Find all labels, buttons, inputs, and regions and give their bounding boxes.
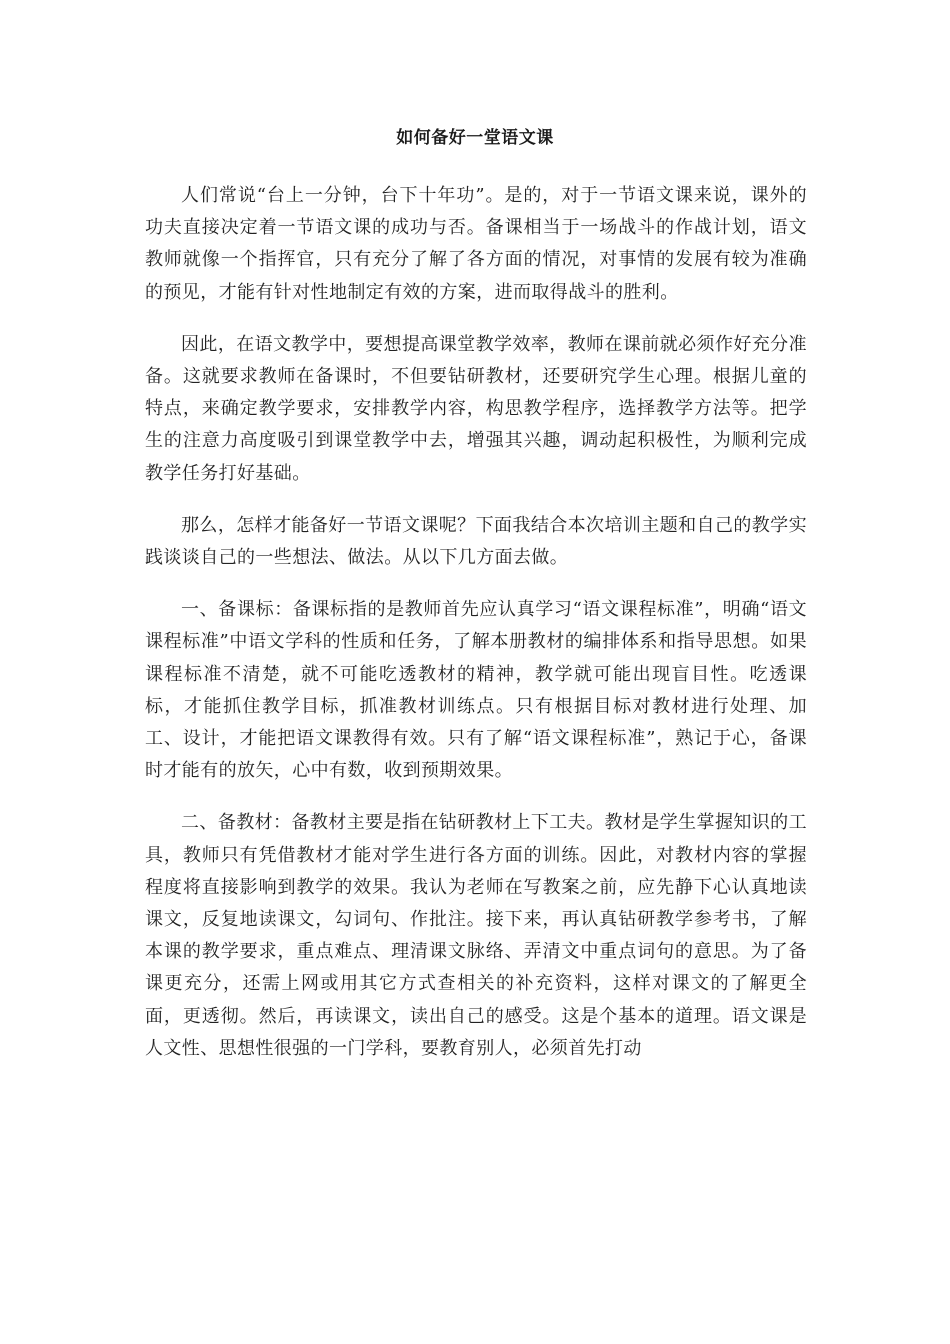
paragraph-intro: 人们常说“台上一分钟，台下十年功”。是的，对于一节语文课来说，课外的功夫直接决定着一节语文课的成功与否。备课相当于一场战斗的作战计划，语文教师就像一个指挥官，只有充分了解了各方面的情况，对事情的发展有较为准确的预见，才能有针对性地制定有效的方案，进而取得战斗的胜利。 bbox=[145, 185, 807, 303]
paragraph-textbook: 二、备教材：备教材主要是指在钻研教材上下工夫。教材是学生掌握知识的工具，教师只有凭借教材才能对学生进行各方面的训练。因此，对教材内容的掌握程度将直接影响到教学的效果。我认为老师在写教案之前，应先静下心认真地读课文，反复地读课文，勾词句、作批注。接下来，再认真钻研教学参考书，了解本课的教学要求，重点难点、理清课文脉络、弄清文中重点词句的意思。为了备课更充分，还需上网或用其它方式查相关的补充资料，这样对课文的了解更全面，更透彻。然后，再读课文，读出自己的感受。这是个基本的道理。语文课是人文性、思想性很强的一门学科，要教育别人，必须首先打动 bbox=[145, 812, 807, 1059]
paragraph-question: 那么，怎样才能备好一节语文课呢？下面我结合本次培训主题和自己的教学实践谈谈自己的一些想法、做法。从以下几方面去做。 bbox=[145, 514, 807, 569]
paragraph-curriculum-standard: 一、备课标：备课标指的是教师首先应认真学习“语文课程标准”，明确“语文课程标准”中语文学科的性质和任务，了解本册教材的编排体系和指导思想。如果课程标准不清楚，就不可能吃透教材的精神，教学就可能出现盲目性。吃透课标，才能抓住教学目标，抓准教材训练点。只有根据目标对教材进行处理、加工、设计，才能把语文课教得有效。只有了解“语文课程标准”，熟记于心，备课时才能有的放矢，心中有数，收到预期效果。 bbox=[145, 599, 807, 782]
document-title: 如何备好一堂语文课 bbox=[396, 128, 554, 148]
paragraph-preparation: 因此，在语文教学中，要想提高课堂教学效率，教师在课前就必须作好充分准备。这就要求教师在备课时，不但要钻研教材，还要研究学生心理。根据儿童的特点，来确定教学要求，安排教学内容，构思教学程序，选择教学方法等。把学生的注意力高度吸引到课堂教学中去，增强其兴趣，调动起积极性，为顺利完成教学任务打好基础。 bbox=[145, 333, 807, 484]
document-body bbox=[145, 180, 807, 1085]
